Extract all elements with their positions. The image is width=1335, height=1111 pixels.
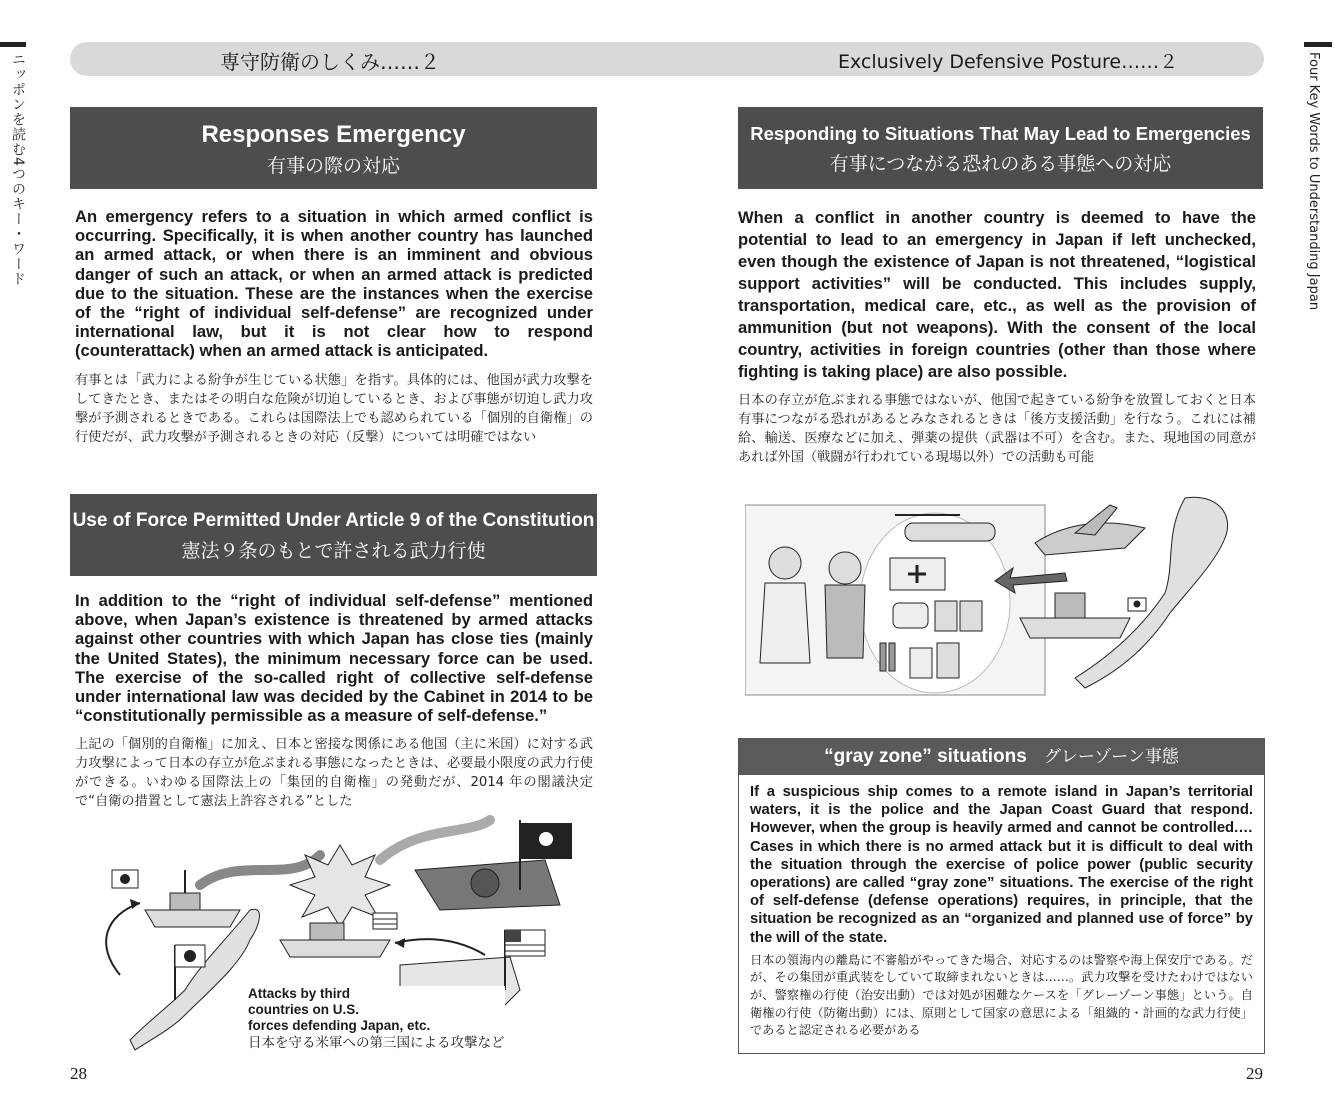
section-title-en: Responses Emergency <box>201 121 466 148</box>
body-text-en: When a conflict in another country is deemed to have the potential to lead to an emergency in Japan if left unchecked, even though the existence of Japan is not threatened, “logistical support activities” will be conducted. This includes supply, transportation, medical care, etc., as well as the provision of ammunition (but not weapons). With the consent of the local country, activities in foreign countries (other than those where fighting is taking place) are also possible. <box>738 208 1256 381</box>
body-text-ja: 上記の「個別的自衛権」に加え、日本と密接な関係にある他国（主に米国）に対する武力攻撃によって日本の存立が危ぶまれる事態になったときは、必要最小限度の武力行使ができる。いわゆる国際法上の「集団的自衛権」の発動だが、2014 年の閣議決定で“自衛の措置として憲法上許容される”とした <box>75 737 593 809</box>
gray-zone-body-en: If a suspicious ship comes to a remote island in Japan’s territorial waters, it is the police and the Japan Coast Guard that respond. However, when the group is heavily armed and cannot be controlled.…Cases in which there is no armed attack but it is difficult to deal with the situation through the exercise of police power (public security operations) are called “gray zone” situations. The exercise of the right of self-defense (defense operations) requires, in principle, that the situation be recognized as an “organized and planned use of force” by the will of the state. <box>750 784 1253 946</box>
body-text-ja: 有事とは「武力による紛争が生じている状態」を指す。具体的には、他国が武力攻撃をしてきたとき、またはその明白な危険が切迫しているとき、および事態が切迫し武力攻撃が予測されるときである。これらは国際法上でも認められている「個別的自衛権」の行使だが、武力攻撃が予測されるときの対応（反撃）については明確ではない <box>75 373 593 445</box>
right-side-tab <box>1304 42 1332 47</box>
japan-map-icon <box>130 909 259 1050</box>
section-title-en: Responding to Situations That May Lead to Emergencies <box>750 123 1251 144</box>
logistics-support-illustration <box>745 493 1257 698</box>
body-text-en: In addition to the “right of individual self-defense” mentioned above, when Japan’s existence is threatened by armed attacks against other countries with which Japan has close ties (mainly the United States), the minimum necessary force can be used. The exercise of the so-called right of collective self-defense under international law was decided by the Cabinet in 2014 to be “constitutionally permissible as a measure of self-defense.” <box>75 591 593 726</box>
left-side-title: ニッポンを読む4つのキー・ワード <box>10 52 26 287</box>
ambulance-icon <box>890 558 945 590</box>
supplies-icon <box>893 601 982 631</box>
section-heading-responses-emergency <box>70 107 597 189</box>
caption-line: Attacks by third <box>248 986 351 1001</box>
japanese-soldier-icon <box>825 552 865 658</box>
section-title-en: Use of Force Permitted Under Article 9 of the Constitution <box>72 510 595 531</box>
section-title-ja: 有事につながる恐れのある事態への対応 <box>829 153 1172 175</box>
illustration-caption <box>248 986 505 1051</box>
gray-zone-heading <box>739 739 1264 775</box>
gray-zone-body-ja: 日本の領海内の離島に不審船がやってきた場合、対応するのは警察や海上保安庁である。だが、その集団が重武装をしていて取締まれないときは……。武力攻撃を受けたわけではないが、警察権の行使（治安出動）では対処が困難なケースを「グレーゾーン事態」という。自衛権の行使（防衛出動）には、原則として国家の意思による「組織的・計画的な武力行使」であると認定される必要がある <box>750 952 1253 1038</box>
destroyer-ship-icon <box>145 870 240 927</box>
left-side-tab <box>0 42 26 47</box>
gray-zone-box <box>738 738 1265 1054</box>
page-number-right: 29 <box>1246 1064 1263 1083</box>
caption-line: countries on U.S. <box>248 1002 360 1017</box>
right-side-title: Four Key Words to Understanding Japan <box>1306 52 1321 311</box>
section-title-ja: 有事の際の対応 <box>266 155 400 177</box>
page-number-left: 28 <box>70 1064 87 1083</box>
arrow-icon <box>395 939 485 955</box>
right-header-title: Exclusively Defensive Posture……２ <box>838 51 1179 73</box>
arrow-icon <box>106 903 140 975</box>
cargo-plane-icon <box>1035 505 1145 555</box>
us-flag-icon <box>373 913 397 929</box>
caption-ja: 日本を守る米軍への第三国による攻撃など <box>248 1035 505 1051</box>
left-header-title: 専守防衛のしくみ……２ <box>220 50 440 74</box>
japan-flag-icon <box>1128 598 1146 611</box>
japan-flag-icon <box>112 870 138 888</box>
body-text-ja: 日本の存立が危ぶまれる事態ではないが、他国で起きている紛争を放置しておくと日本有事につながる恐れがあるとみなされるときは「後方支援活動」を行なう。これには補給、輸送、医療などに加え、弾薬の提供（武器は不可）を含む。また、現地国の同意があれば外国（戦闘が行われている現場以外）での活動も可能 <box>738 393 1256 465</box>
gray-zone-title-en: “gray zone” situations <box>824 746 1027 767</box>
section-title-ja: 憲法９条のもとで許される武力行使 <box>181 540 486 562</box>
section-heading-situations <box>738 107 1263 189</box>
gray-zone-title-ja: グレーゾーン事態 <box>1043 747 1179 767</box>
section-heading-article-9 <box>70 494 597 576</box>
hostile-country-icon <box>415 860 560 910</box>
body-text-en: An emergency refers to a situation in which armed conflict is occurring. Specifically, it is when another country has launched an armed attack, or when there is an imminent and obvious danger of such an attack, or when an armed attack is predicted due to the situation. These are the instances when the exercise of the “right of individual self-defense” are recognized under international law, but it is not clear how to respond (counterattack) when an armed attack is anticipated. <box>75 207 593 361</box>
caption-line: forces defending Japan, etc. <box>248 1018 431 1033</box>
missile-trail-icon <box>200 855 320 885</box>
